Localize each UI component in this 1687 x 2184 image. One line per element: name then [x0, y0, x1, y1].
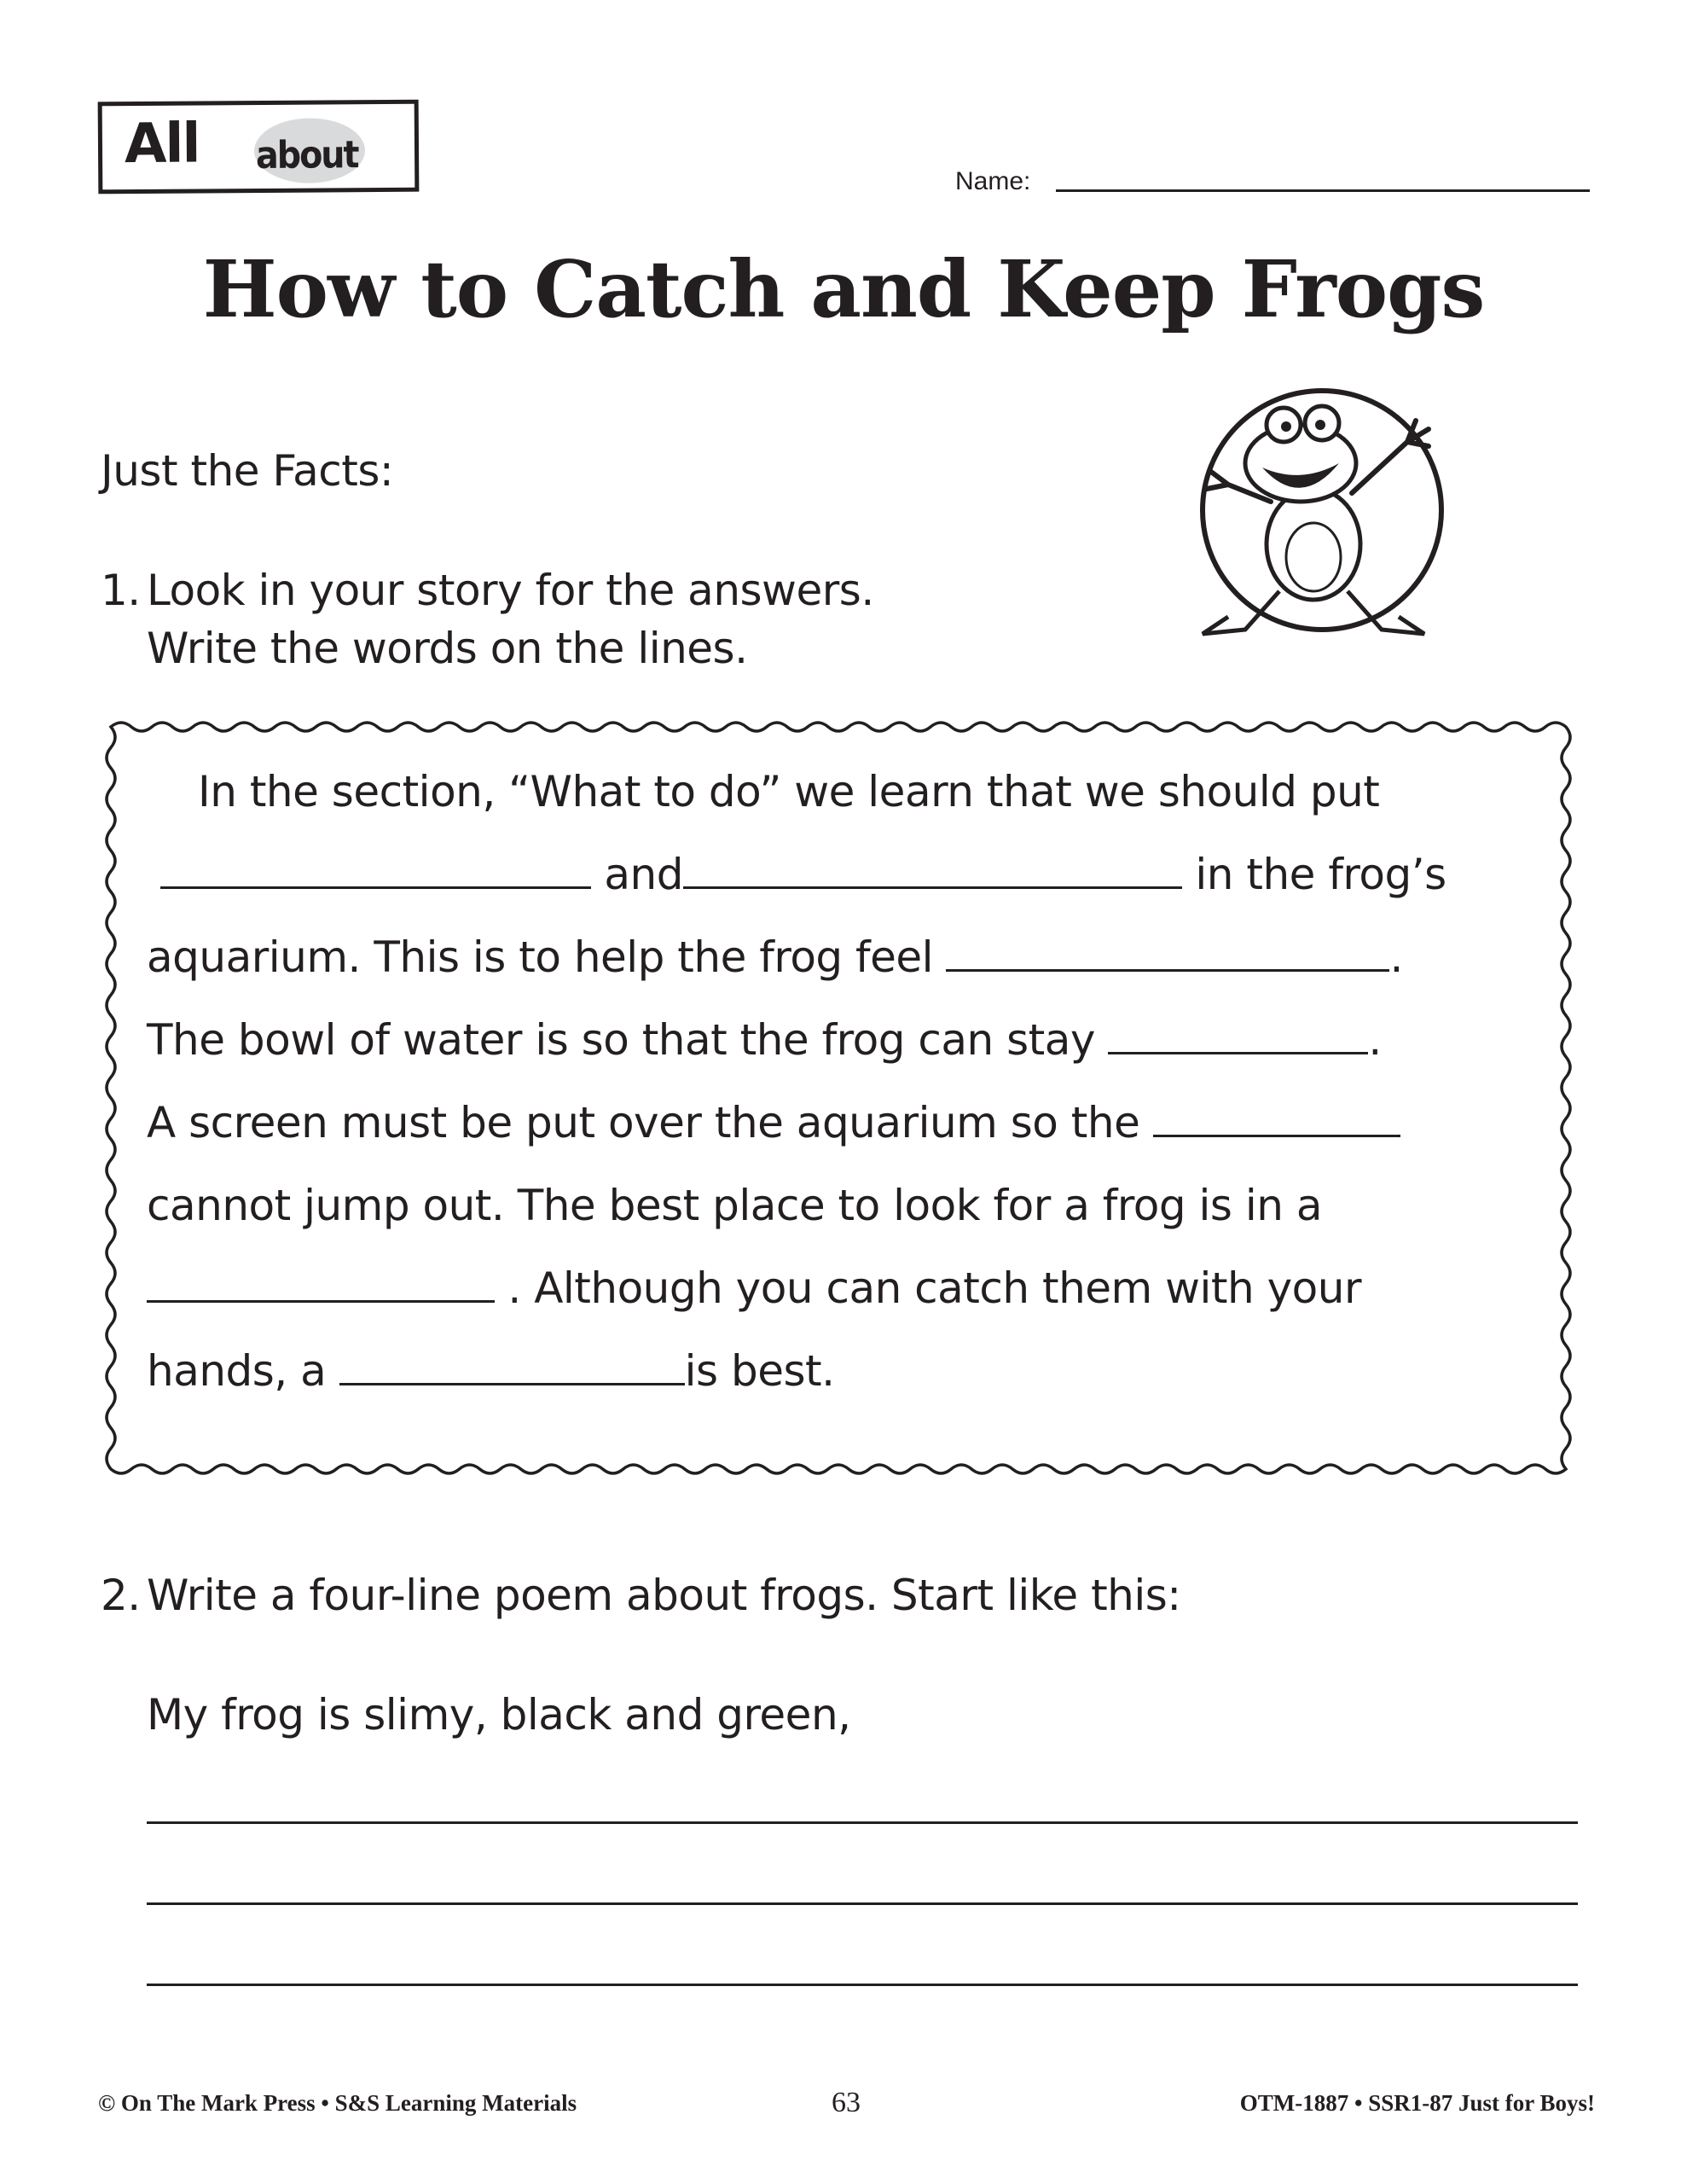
q1-line2: Write the words on the lines. — [147, 624, 748, 673]
poem-starter: My frog is slimy, black and green, — [147, 1690, 851, 1740]
period: . — [1368, 1015, 1382, 1065]
footer-product-code: OTM-1887 • SSR1-87 Just for Boys! — [1239, 2090, 1595, 2116]
page-title: How to Catch and Keep Frogs — [202, 243, 1485, 335]
all-about-logo — [98, 100, 420, 195]
logo-about: about — [255, 133, 358, 178]
period: . — [1389, 932, 1403, 982]
poem-line-1[interactable] — [147, 1821, 1578, 1824]
cloze-frogs: in the frog’s — [1195, 850, 1446, 899]
frog-illustration — [1194, 374, 1493, 655]
blank-6[interactable] — [147, 1263, 495, 1303]
blank-1[interactable] — [160, 849, 591, 889]
blank-3[interactable] — [946, 932, 1389, 972]
q1-number: 1. — [101, 566, 141, 615]
blank-5[interactable] — [1153, 1097, 1400, 1137]
blank-2[interactable] — [683, 849, 1182, 889]
cloze-line-3: aquarium. This is to help the frog feel — [147, 932, 934, 982]
cloze-line-4: The bowl of water is so that the frog can stay — [147, 1015, 1095, 1065]
name-label: Name: — [955, 167, 1031, 195]
poem-line-3[interactable] — [147, 1984, 1578, 1986]
cloze-and: and — [604, 850, 683, 899]
cloze-is-best: is best. — [684, 1346, 835, 1396]
footer-copyright: © On The Mark Press • S&S Learning Materials — [98, 2090, 577, 2116]
blank-7[interactable] — [339, 1345, 685, 1385]
cloze-line-1: In the section, “What to do” we learn that we should put — [198, 767, 1380, 816]
blank-4[interactable] — [1108, 1014, 1368, 1054]
cloze-line-6: cannot jump out. The best place to look for a frog is in a — [147, 1181, 1322, 1230]
q2-prompt: Write a four-line poem about frogs. Start like this: — [147, 1571, 1181, 1620]
name-input-line[interactable] — [1056, 189, 1590, 192]
logo-all: All — [124, 112, 200, 177]
cloze-line-8: hands, a — [147, 1346, 327, 1396]
page-number: 63 — [832, 2087, 861, 2118]
q2-number: 2. — [101, 1571, 141, 1620]
poem-line-2[interactable] — [147, 1902, 1578, 1905]
q1-line1: Look in your story for the answers. — [147, 566, 874, 615]
cloze-line-5: A screen must be put over the aquarium so the — [147, 1098, 1140, 1147]
section-label: Just the Facts: — [101, 446, 394, 496]
cloze-line-7: . Although you can catch them with your — [507, 1263, 1362, 1313]
